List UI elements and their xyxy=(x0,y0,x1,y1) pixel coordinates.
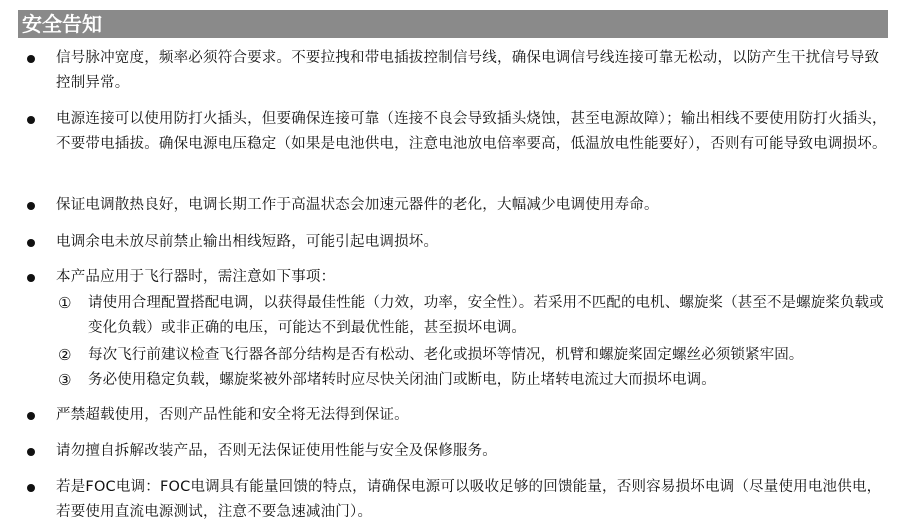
sub-item-text: 每次飞行前建议检查飞行器各部分结构是否有松动、老化或损坏等情况，机臂和螺旋桨固定螺丝必须锁紧牢固。 xyxy=(88,347,804,363)
list-item-text: 若是FOC电调：FOC电调具有能量回馈的特点，请确保电源可以吸收足够的回馈能量，否则容易损坏电调（尽量使用电池供电，若要使用直流电源测试，注意不要急速减油门）。 xyxy=(56,479,882,520)
bullet-icon xyxy=(27,484,35,492)
list-item-text: 信号脉冲宽度，频率必须符合要求。不要拉拽和带电插拔控制信号线，确保电调信号线连接可靠无松动，以防产生干扰信号导致控制异常。 xyxy=(56,50,880,91)
list-item-text: 请勿擅自拆解改装产品，否则无法保证使用性能与安全及保修服务。 xyxy=(56,443,497,459)
list-item-text: 保证电调散热良好，电调长期工作于高温状态会加速元器件的老化，大幅减少电调使用寿命。 xyxy=(56,197,659,213)
bullet-icon xyxy=(27,274,35,282)
sub-item-text: 请使用合理配置搭配电调，以获得最佳性能（力效，功率，安全性）。若采用不匹配的电机、螺旋桨（甚至不是螺旋桨负载或变化负载）或非正确的电压，可能达不到最优性能，甚至损坏电调。 xyxy=(88,295,884,336)
list-item-text: 电调余电未放尽前禁止输出相线短路，可能引起电调损坏。 xyxy=(56,234,439,250)
bullet-icon xyxy=(27,202,35,210)
bullet-icon xyxy=(27,116,35,124)
list-item-text: 本产品应用于飞行器时，需注意如下事项： xyxy=(56,269,336,285)
sub-item-number: ③ xyxy=(58,371,72,389)
section-title: 安全告知 xyxy=(22,12,102,36)
list-item-text: 电源连接可以使用防打火插头，但要确保连接可靠（连接不良会导致插头烧蚀，甚至电源故障）；输出相线不要使用防打火插头，不要带电插拔。确保电源电压稳定（如果是电池供电，注意电池放电倍率要高，低温放电性能要好），否则有可能导致电调损坏。 xyxy=(56,111,887,152)
sub-item-text: 务必使用稳定负载，螺旋桨被外部堵转时应尽快关闭油门或断电，防止堵转电流过大而损坏电调。 xyxy=(88,372,716,388)
section-title-bar xyxy=(18,10,888,38)
bullet-icon xyxy=(27,412,35,420)
bullet-icon xyxy=(27,55,35,63)
list-item-text: 严禁超载使用，否则产品性能和安全将无法得到保证。 xyxy=(56,407,409,423)
sub-item-number: ① xyxy=(58,294,72,312)
sub-item-number: ② xyxy=(58,346,72,364)
bullet-icon xyxy=(27,448,35,456)
bullet-icon xyxy=(27,239,35,247)
